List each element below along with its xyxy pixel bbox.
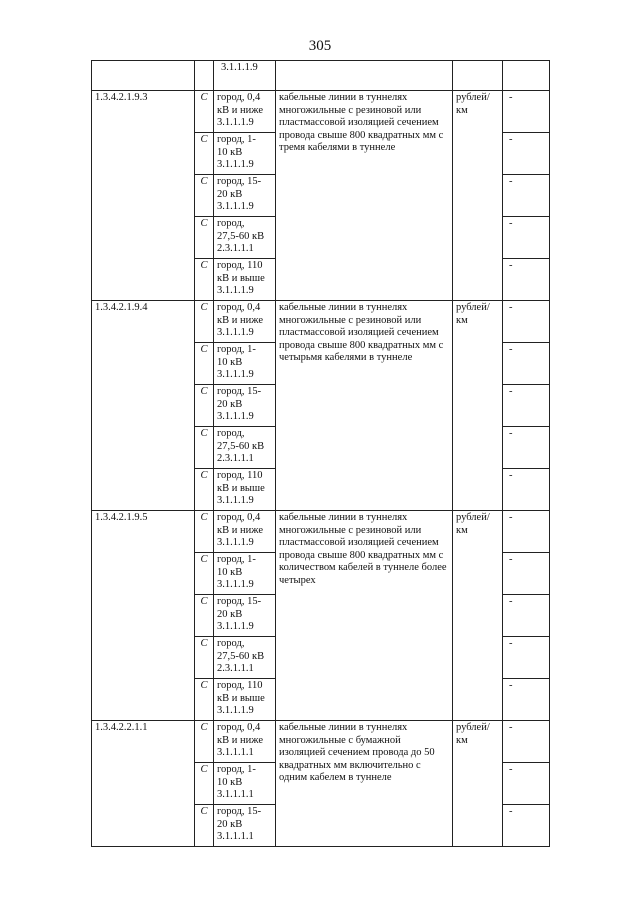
- region-line: 20 кВ: [217, 188, 243, 200]
- table-row: [92, 721, 550, 763]
- tariff-table: [91, 60, 550, 847]
- region-cell: [214, 805, 276, 847]
- c-marker-cell: C: [195, 133, 214, 175]
- region-line: 3.1.1.1.9: [217, 621, 254, 633]
- region-line: 27,5-60 кВ: [217, 440, 265, 452]
- region-line: 10 кВ: [217, 146, 243, 158]
- table-row: [92, 511, 550, 553]
- group-code-cell: 1.3.4.2.1.9.5: [92, 511, 195, 721]
- region-line: 3.1.1.1.9: [217, 369, 254, 381]
- page-number: 305: [308, 38, 332, 54]
- c-marker-cell: C: [195, 805, 214, 847]
- value-cell: -: [503, 595, 550, 637]
- region-line: 2.3.1.1.1: [217, 243, 254, 255]
- region-line: 3.1.1.1.1: [217, 789, 254, 801]
- value-cell: -: [503, 133, 550, 175]
- value-cell: -: [503, 259, 550, 301]
- description-cell: кабельные линии в туннелях многожильные с бумажной изоляцией сечением провода до 50 квадратных мм включительно с одним кабелем в туннеле: [276, 721, 453, 847]
- unit-cell: [453, 61, 503, 91]
- region-line: 2.3.1.1.1: [217, 663, 254, 675]
- unit-cell: рублей/ км: [453, 301, 503, 511]
- region-line: 3.1.1.1.9: [217, 537, 254, 549]
- region-line: город, 15-: [217, 176, 262, 187]
- region-line: город,: [217, 428, 245, 439]
- c-marker-cell: C: [195, 343, 214, 385]
- region-cell: [214, 259, 276, 301]
- value-cell: -: [503, 175, 550, 217]
- region-line: 20 кВ: [217, 818, 243, 830]
- region-line: 10 кВ: [217, 356, 243, 368]
- region-cell: [214, 595, 276, 637]
- group-code-cell: 1.3.4.2.1.9.4: [92, 301, 195, 511]
- group-code-cell: 1.3.4.2.1.9.3: [92, 91, 195, 301]
- region-cell: [214, 721, 276, 763]
- value-cell: [503, 61, 550, 91]
- region-line: 3.1.1.1.9: [217, 117, 254, 129]
- region-line: кВ и выше: [217, 272, 265, 284]
- value-cell: -: [503, 553, 550, 595]
- table-row: [92, 301, 550, 343]
- region-line: город, 110: [217, 680, 263, 691]
- c-marker-cell: C: [195, 217, 214, 259]
- tariff-table-body: [92, 61, 550, 847]
- region-line: город,: [217, 218, 245, 229]
- region-line: город, 1-: [217, 344, 256, 355]
- region-line: город, 0,4: [217, 512, 261, 523]
- c-marker-cell: C: [195, 385, 214, 427]
- c-marker-cell: C: [195, 511, 214, 553]
- region-line: кВ и выше: [217, 482, 265, 494]
- region-cell: [214, 91, 276, 133]
- region-line: 3.1.1.1.1: [217, 747, 254, 759]
- region-cell: [214, 679, 276, 721]
- region-line: город, 110: [217, 260, 263, 271]
- region-line: 3.1.1.1.9: [217, 411, 254, 423]
- c-cell: [195, 61, 214, 91]
- region-cell: [214, 133, 276, 175]
- value-cell: -: [503, 217, 550, 259]
- c-marker-cell: C: [195, 91, 214, 133]
- region-line: кВ и ниже: [217, 104, 263, 116]
- region-line: кВ и ниже: [217, 314, 263, 326]
- value-cell: -: [503, 91, 550, 133]
- region-cell: [214, 385, 276, 427]
- region-cell: [214, 61, 276, 91]
- region-line: 27,5-60 кВ: [217, 650, 265, 662]
- c-marker-cell: C: [195, 301, 214, 343]
- region-line: 3.1.1.1.9: [217, 327, 254, 339]
- region-line: 3.1.1.1.9: [217, 495, 254, 507]
- table-row-partial: [92, 61, 550, 91]
- region-line: кВ и выше: [217, 692, 265, 704]
- value-cell: -: [503, 805, 550, 847]
- region-line: 3.1.1.1.9: [217, 705, 254, 717]
- value-cell: -: [503, 385, 550, 427]
- c-marker-cell: C: [195, 595, 214, 637]
- region-line: город, 0,4: [217, 302, 261, 313]
- region-line: 3.1.1.1.9: [217, 159, 254, 171]
- c-marker-cell: C: [195, 553, 214, 595]
- code-cell: [92, 61, 195, 91]
- region-line: кВ и ниже: [217, 524, 263, 536]
- c-marker-cell: C: [195, 637, 214, 679]
- region-cell: [214, 427, 276, 469]
- value-cell: -: [503, 301, 550, 343]
- value-cell: -: [503, 637, 550, 679]
- region-line: город, 110: [217, 470, 263, 481]
- region-line: город, 15-: [217, 806, 262, 817]
- region-line: 3.1.1.1.9: [217, 579, 254, 591]
- region-line: 27,5-60 кВ: [217, 230, 265, 242]
- region-cell: [214, 511, 276, 553]
- value-cell: -: [503, 721, 550, 763]
- description-cell: кабельные линии в туннелях многожильные с резиновой или пластмассовой изоляцией сечением провода свыше 800 квадратных мм с количеством кабелей в туннеле более четырех: [276, 511, 453, 721]
- region-cell: [214, 343, 276, 385]
- description-cell: кабельные линии в туннелях многожильные с резиновой или пластмассовой изоляцией сечением провода свыше 800 квадратных мм с четырьмя кабелями в туннеле: [276, 301, 453, 511]
- region-line: 3.1.1.1.9: [217, 201, 254, 213]
- region-cell: [214, 553, 276, 595]
- region-line: 2.3.1.1.1: [217, 453, 254, 465]
- region-line: город, 15-: [217, 386, 262, 397]
- description-cell: [276, 61, 453, 91]
- region-line: 20 кВ: [217, 608, 243, 620]
- table-row: [92, 91, 550, 133]
- value-cell: -: [503, 763, 550, 805]
- c-marker-cell: C: [195, 679, 214, 721]
- region-line: 20 кВ: [217, 398, 243, 410]
- region-cell: [214, 217, 276, 259]
- c-marker-cell: C: [195, 469, 214, 511]
- unit-cell: рублей/ км: [453, 721, 503, 847]
- value-cell: -: [503, 427, 550, 469]
- region-cell: [214, 763, 276, 805]
- c-marker-cell: C: [195, 427, 214, 469]
- region-line: город, 1-: [217, 764, 256, 775]
- region-line: 3.1.1.1.9: [217, 285, 254, 297]
- c-marker-cell: C: [195, 763, 214, 805]
- region-cell: [214, 637, 276, 679]
- region-cell: [214, 469, 276, 511]
- region-code: 3.1.1.1.9: [221, 62, 258, 73]
- unit-cell: рублей/ км: [453, 91, 503, 301]
- c-marker-cell: C: [195, 259, 214, 301]
- region-line: 3.1.1.1.1: [217, 831, 254, 843]
- region-line: город, 0,4: [217, 722, 261, 733]
- c-marker-cell: C: [195, 721, 214, 763]
- value-cell: -: [503, 511, 550, 553]
- value-cell: -: [503, 343, 550, 385]
- value-cell: -: [503, 679, 550, 721]
- region-cell: [214, 175, 276, 217]
- unit-cell: рублей/ км: [453, 511, 503, 721]
- region-line: город, 1-: [217, 554, 256, 565]
- region-cell: [214, 301, 276, 343]
- value-cell: -: [503, 469, 550, 511]
- region-line: 10 кВ: [217, 776, 243, 788]
- region-line: 10 кВ: [217, 566, 243, 578]
- description-cell: кабельные линии в туннелях многожильные с резиновой или пластмассовой изоляцией сечением провода свыше 800 квадратных мм с тремя кабелями в туннеле: [276, 91, 453, 301]
- region-line: кВ и ниже: [217, 734, 263, 746]
- c-marker-cell: C: [195, 175, 214, 217]
- region-line: город,: [217, 638, 245, 649]
- region-line: город, 15-: [217, 596, 262, 607]
- region-line: город, 0,4: [217, 92, 261, 103]
- group-code-cell: 1.3.4.2.2.1.1: [92, 721, 195, 847]
- region-line: город, 1-: [217, 134, 256, 145]
